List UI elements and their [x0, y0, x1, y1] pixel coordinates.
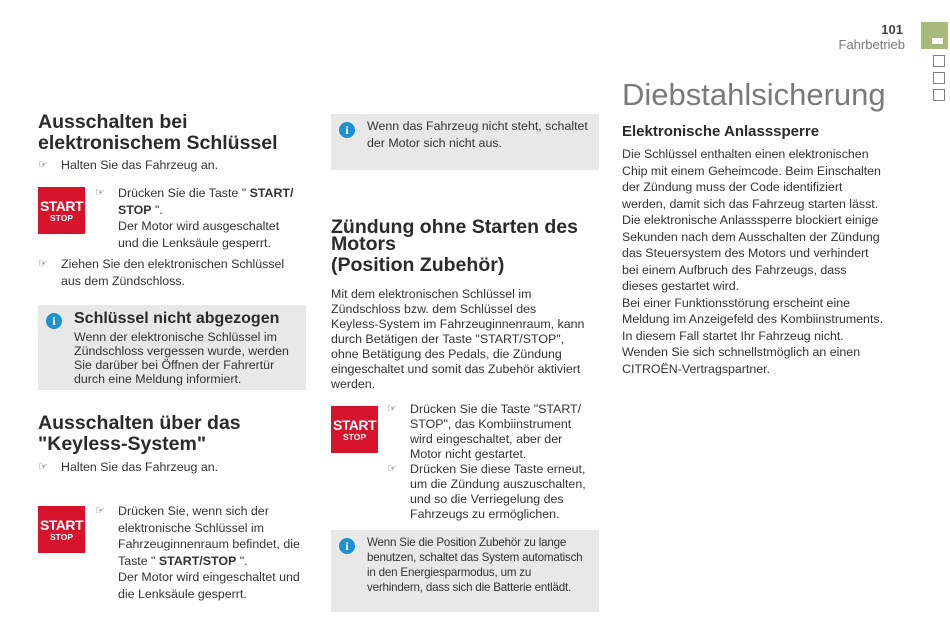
info-note-box [331, 530, 599, 612]
chapter-tab-box [933, 89, 945, 101]
section-name: Fahrbetrieb [838, 37, 905, 52]
page-title: Diebstahlsicherung [622, 77, 886, 112]
list-item: ☞ Drücken Sie diese Taste erneut, um die Zündung auszuschalten, und so die Verriegelung des Fahrzeugs zu ermöglichen. [387, 462, 586, 521]
list-item: ☞ Halten Sie das Fahrzeug an. [38, 460, 219, 474]
bullet-hand-icon: ☞ [38, 258, 48, 270]
info-icon: i [46, 313, 62, 329]
info-note-box [331, 114, 599, 170]
chapter-tab-active [921, 22, 948, 49]
section-title-electronic-key: Ausschalten bei elektronischem Schlüssel [38, 111, 278, 154]
list-item: ☞ Drücken Sie, wenn sich der elektronische Schlüssel im Fahrzeuginnenraum befindet, die Taste " START/STOP ". Der Motor wird eingeschaltet und die Lenksäule gesperrt. [95, 504, 300, 601]
bullet-hand-icon: ☞ [95, 187, 105, 199]
bullet-hand-icon: ☞ [38, 461, 48, 473]
subsection-title: Elektronische Anlasssperre [622, 123, 820, 140]
note-text: Wenn Sie die Position Zubehör zu lange benutzen, schaltet das System automatisch in den Energiesparmodus, um zu verhindern, dass sich die Batterie entlädt. [367, 536, 583, 594]
info-icon: i [339, 538, 355, 554]
start-stop-button-icon: START STOP [38, 506, 85, 553]
section-title-ignition-accessory: Zündung ohne Starten des Motors (Position Zubehör) [331, 216, 578, 276]
immobilizer-paragraph: Die Schlüssel enthalten einen elektronischen Chip mit einem Geheimcode. Beim Einschalten der Zündung muss der Code identifiziert werden, damit sich das Fahrzeug starten lässt. Die elektronische Anlasssperre blockiert einige Sekunden nach dem Ausschalten der Zündung das Steuersystem des Motors und verhindert bei einem Aufbruch des Fahrzeugs, dass dieses gestartet wird. Bei einer Funktionsstörung erscheint eine Meldung im Anzeigefeld des Kombiinstruments. In diesem Fall startet Ihr Fahrzeug nicht. Wenden Sie sich schnellstmöglich an einen CITROËN-Vertragspartner. [622, 147, 884, 376]
chapter-tab-box [933, 55, 945, 67]
page-number: 101 [881, 22, 903, 37]
ignition-paragraph: Mit dem elektronischen Schlüssel im Zündschloss bzw. dem Schlüssel des Keyless-System im Fahrzeuginnenraum, kann durch Betätigen der Taste "START/STOP", ohne Betätigung des Pedals, die Zündung eingeschaltet und somit das Zubehör aktiviert werden. [331, 287, 585, 391]
list-item: ☞ Ziehen Sie den elektronischen Schlüssel aus dem Zündschloss. [38, 257, 285, 288]
list-item: ☞ Halten Sie das Fahrzeug an. [38, 158, 219, 172]
list-item: ☞ Drücken Sie die Taste "START/ STOP", das Kombiinstrument wird eingeschaltet, aber der Motor nicht gestartet. [387, 402, 582, 461]
bullet-hand-icon: ☞ [387, 463, 397, 475]
bullet-hand-icon: ☞ [95, 505, 105, 517]
note-text: Wenn das Fahrzeug nicht steht, schaltet der Motor sich nicht aus. [367, 119, 588, 150]
start-stop-button-icon: START STOP [38, 187, 85, 234]
list-item: ☞ Drücken Sie die Taste " START/ STOP ". Der Motor wird ausgeschaltet und die Lenksäule gesperrt. [95, 186, 294, 250]
note-text: Wenn der elektronische Schlüssel im Zündschloss vergessen wurde, werden Sie darüber bei Öffnen der Fahrertür durch eine Meldung informiert. [74, 330, 289, 386]
bullet-hand-icon: ☞ [387, 403, 397, 415]
info-note-box [38, 305, 306, 390]
note-title: Schlüssel nicht abgezogen [74, 310, 280, 327]
section-title-keyless: Ausschalten über das "Keyless-System" [38, 412, 241, 455]
info-icon: i [339, 122, 355, 138]
start-stop-button-icon: START STOP [331, 406, 378, 453]
chapter-tab-box [933, 72, 945, 84]
bullet-hand-icon: ☞ [38, 159, 48, 171]
